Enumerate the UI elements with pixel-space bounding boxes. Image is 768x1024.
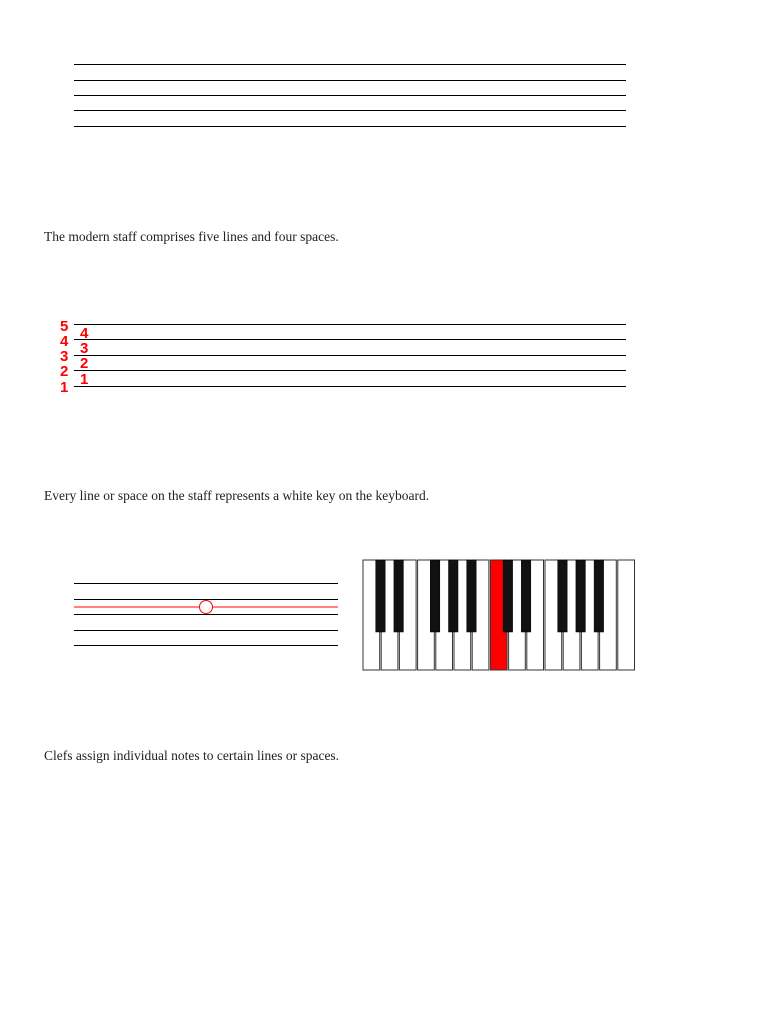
space-number-label: 2	[80, 355, 89, 372]
line-number-label: 2	[60, 363, 69, 380]
black-key	[576, 560, 586, 632]
space-number-label: 3	[80, 340, 89, 357]
piano-keyboard	[360, 558, 640, 673]
note-head	[200, 601, 213, 614]
line-number-label: 5	[60, 318, 69, 335]
white-key	[618, 560, 635, 670]
line-number-label: 1	[60, 379, 69, 396]
staff-intro-text: The modern staff comprises five lines and four spaces.	[44, 229, 339, 244]
black-key	[394, 560, 404, 632]
black-key	[594, 560, 604, 632]
black-key	[503, 560, 512, 632]
line-number-label: 4	[60, 333, 69, 350]
line-number-label: 3	[60, 348, 69, 365]
note-staff	[0, 560, 300, 660]
clefs-intro-text: Clefs assign individual notes to certain lines or spaces.	[44, 748, 340, 763]
black-key	[376, 560, 386, 632]
black-key	[467, 560, 477, 632]
plain-staff	[0, 0, 768, 140]
numbered-staff	[0, 300, 768, 420]
black-key	[449, 560, 459, 632]
space-number-label: 1	[80, 371, 89, 388]
black-key	[558, 560, 568, 632]
space-number-label: 4	[80, 325, 89, 342]
keyboard-intro-text: Every line or space on the staff represents a white key on the keyboard.	[44, 488, 430, 503]
black-key	[430, 560, 440, 632]
black-key	[521, 560, 531, 632]
